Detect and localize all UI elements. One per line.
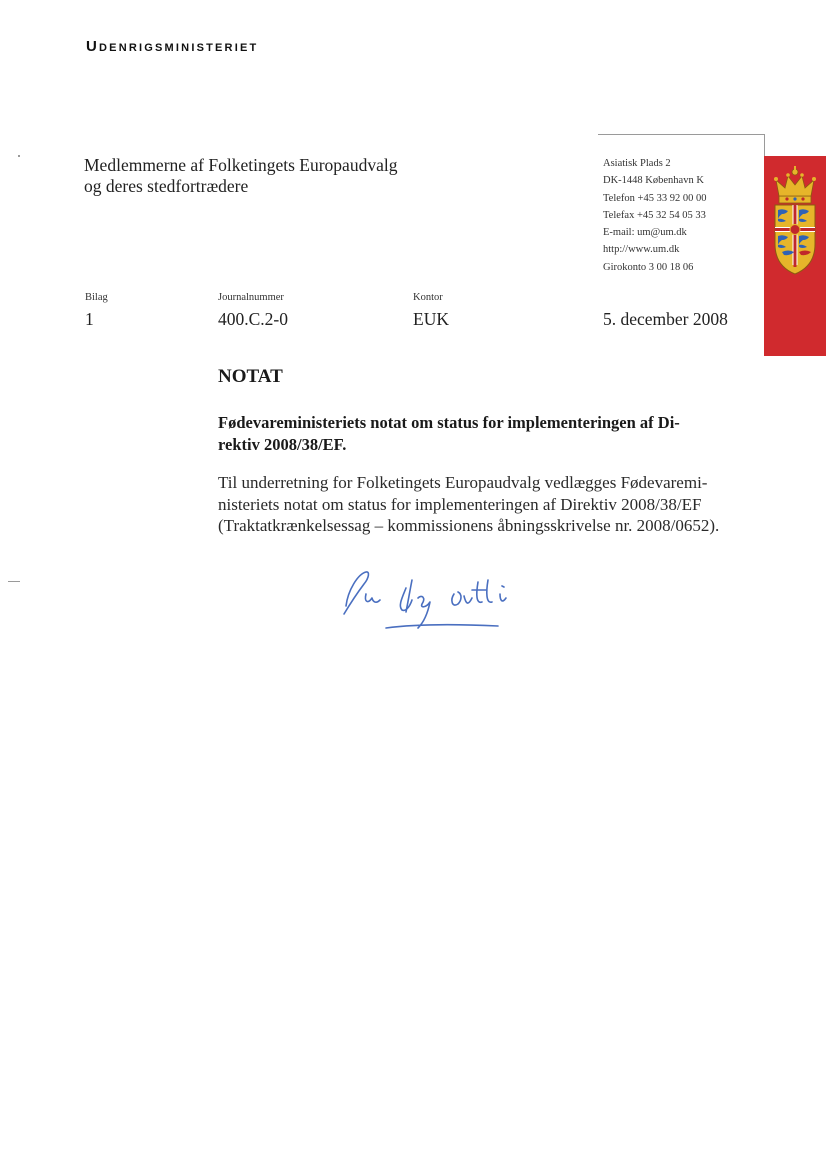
office-label: Kontor <box>413 292 443 303</box>
subject-heading <box>218 412 738 456</box>
shield-icon <box>775 205 815 274</box>
recipient-line-2: og deres stedfortrædere <box>84 176 249 196</box>
body-line-3: (Traktatkrænkelsessag – kommissionens åbningsskrivelse nr. 2008/0652). <box>218 516 720 535</box>
document-date: 5. december 2008 <box>603 309 728 329</box>
bilag-value: 1 <box>85 309 94 329</box>
subject-line-1: Fødevareministeriets notat om status for implementeringen af Di- <box>218 413 680 432</box>
address-divider <box>598 134 764 135</box>
body-line-1: Til underretning for Folketingets Europaudvalg vedlægges Fødevaremi- <box>218 473 708 492</box>
body-paragraph <box>218 472 758 537</box>
crown-icon <box>774 166 816 203</box>
address-street: Asiatisk Plads 2 <box>603 158 671 169</box>
document-title: NOTAT <box>218 366 283 387</box>
recipient-block <box>84 155 397 197</box>
bilag-label: Bilag <box>85 292 108 303</box>
subject-line-2: rektiv 2008/38/EF. <box>218 435 347 454</box>
office-value: EUK <box>413 309 449 329</box>
fold-mark <box>8 581 20 582</box>
journal-number-value: 400.C.2-0 <box>218 309 288 329</box>
address-fax: Telefax +45 32 54 05 33 <box>603 209 706 221</box>
body-line-2: nisteriets notat om status for implementeringen af Direktiv 2008/38/EF <box>218 494 702 514</box>
address-giro: Girokonto 3 00 18 06 <box>603 261 694 273</box>
handwritten-signature <box>336 568 536 636</box>
ministry-name: Udenrigsministeriet <box>86 38 259 55</box>
address-email: E-mail: um@um.dk <box>603 227 687 239</box>
royal-crest-icon <box>772 166 818 276</box>
recipient-line-1: Medlemmerne af Folketingets Europaudvalg <box>84 155 398 175</box>
address-block <box>603 155 706 276</box>
scan-speck <box>18 155 20 157</box>
address-web: http://www.um.dk <box>603 244 680 256</box>
address-postal: DK-1448 København K <box>603 175 704 187</box>
address-phone: Telefon +45 33 92 00 00 <box>603 192 707 204</box>
address-divider-side <box>764 134 765 156</box>
journal-number-label: Journalnummer <box>218 292 284 303</box>
